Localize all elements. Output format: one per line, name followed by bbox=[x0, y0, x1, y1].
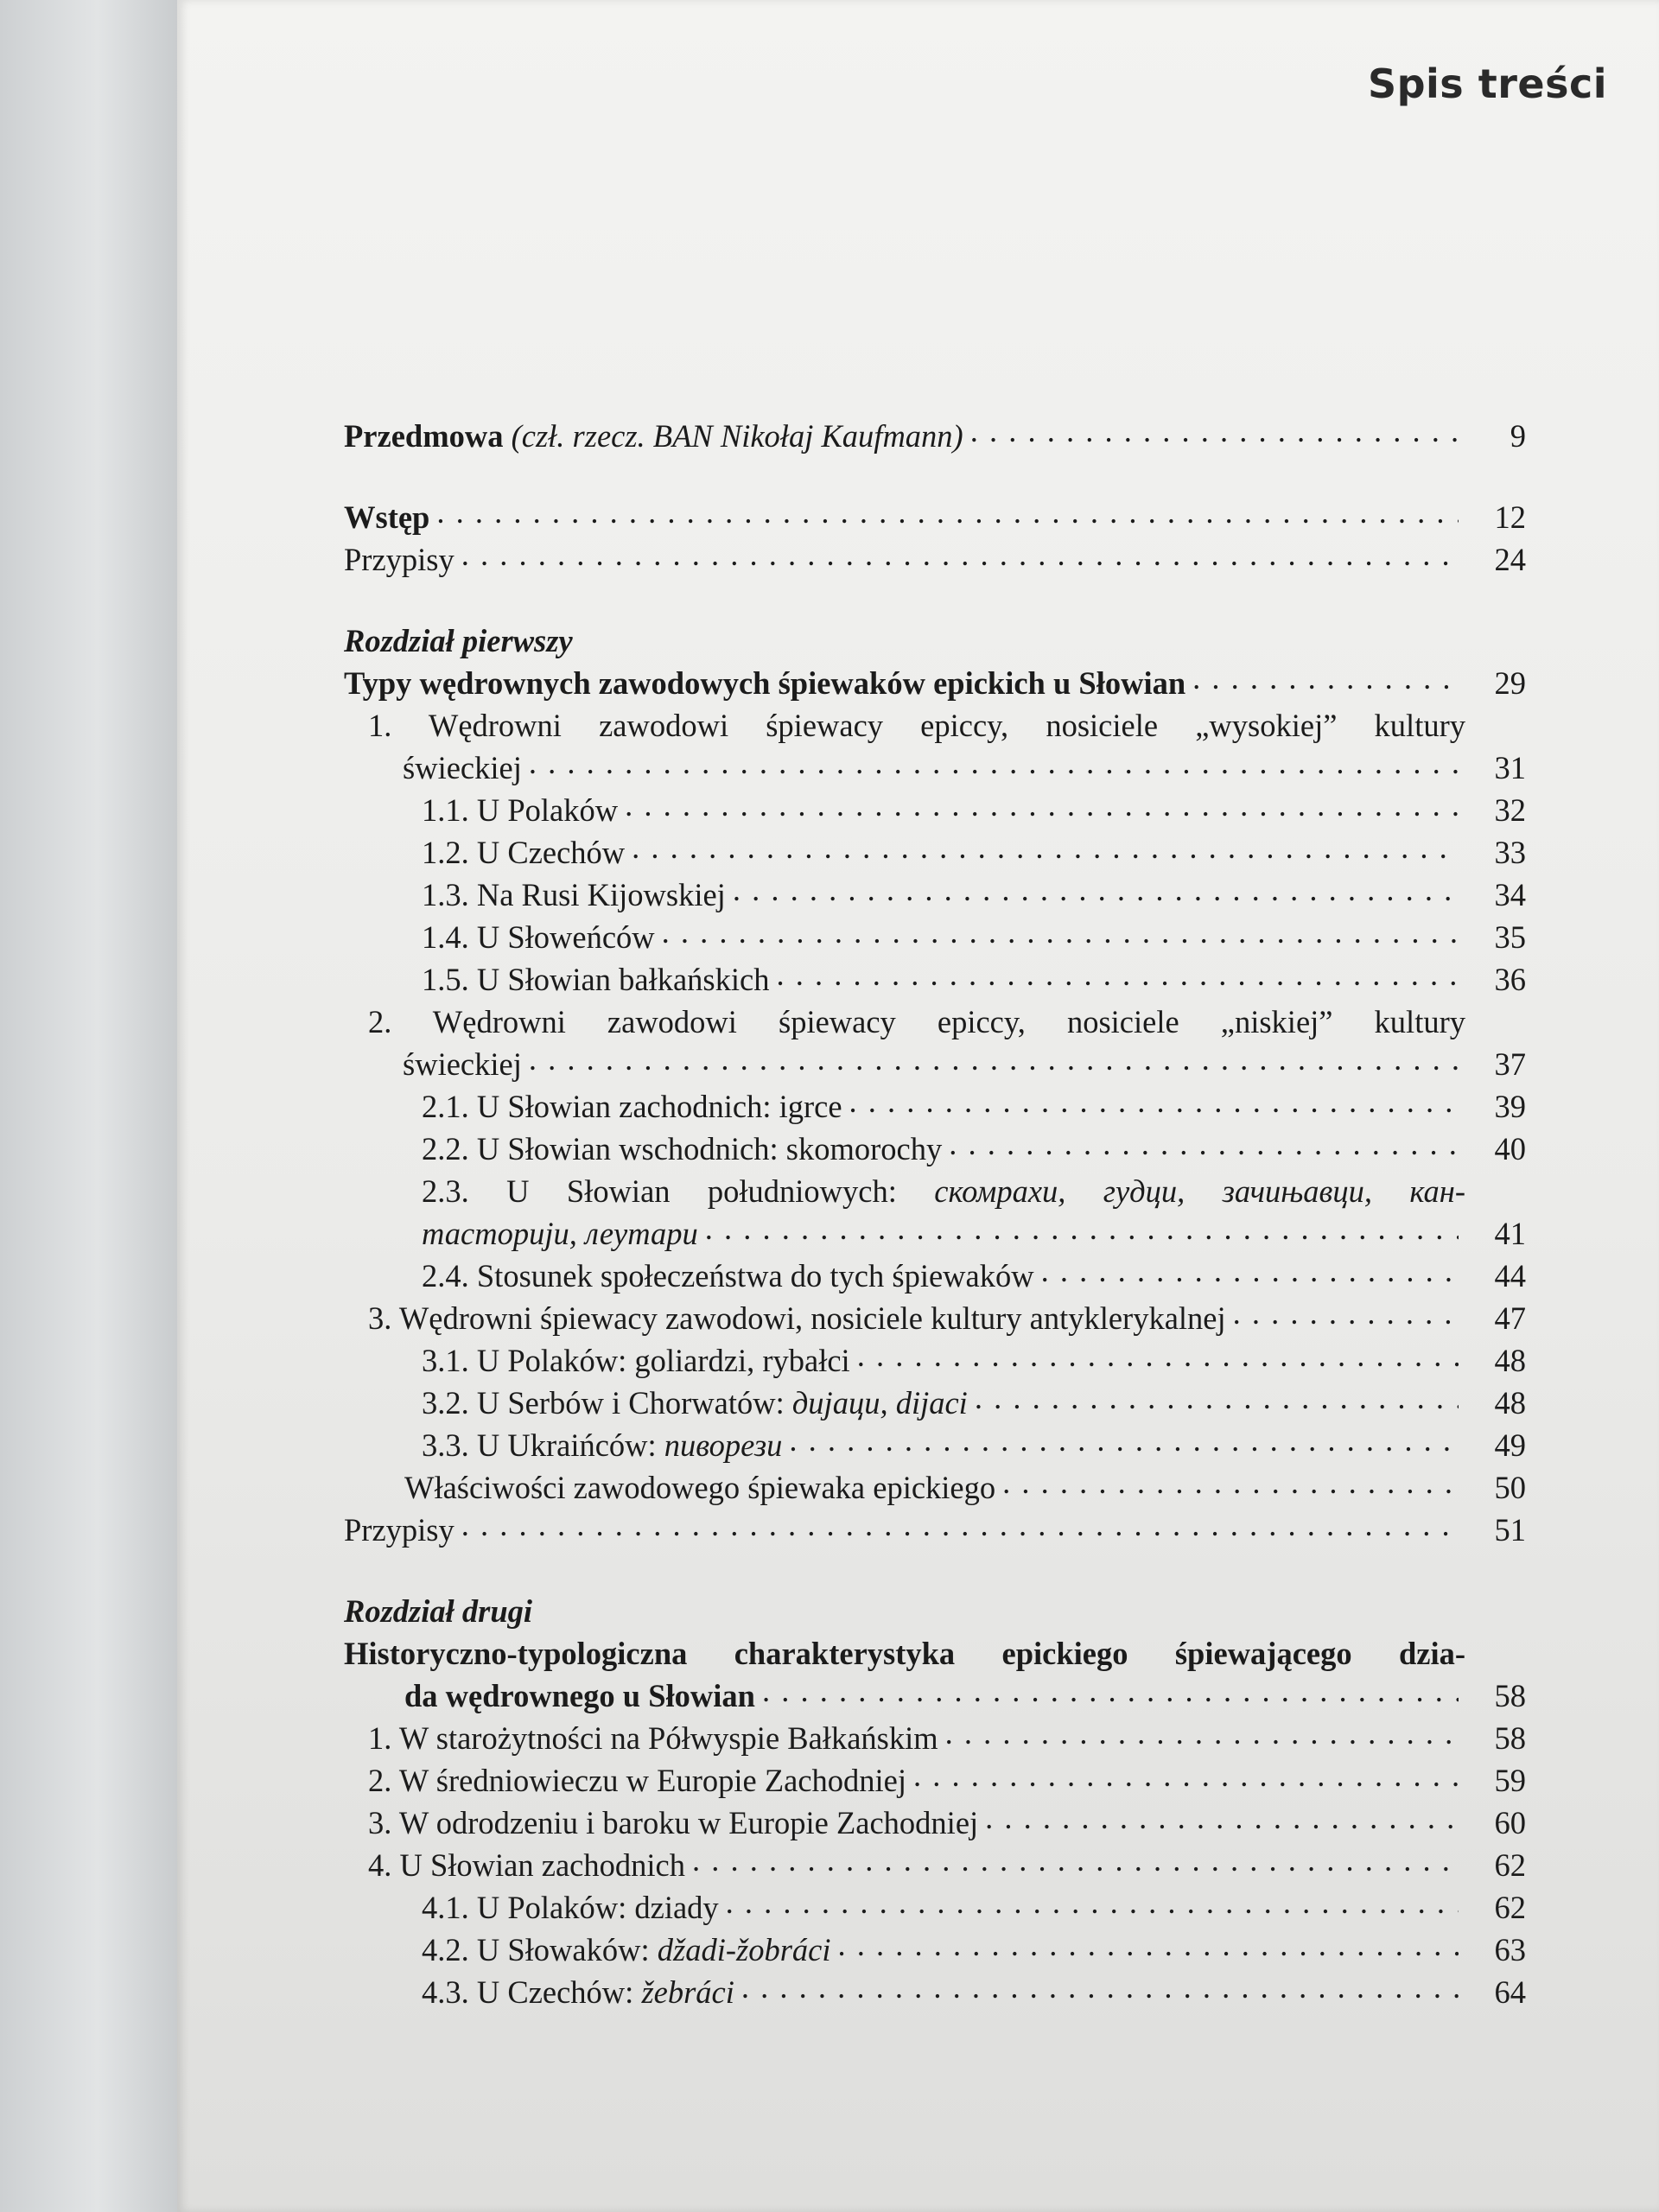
page-number: 41 bbox=[1494, 1216, 1526, 1251]
page-number: 62 bbox=[1494, 1847, 1526, 1883]
page-number: 63 bbox=[1494, 1932, 1526, 1967]
chapter-title-cont bbox=[344, 1675, 1526, 1717]
toc-entry-przypisy: Przypisy . . . 51 bbox=[344, 1509, 1526, 1551]
page-number: 9 bbox=[1510, 418, 1526, 454]
toc-entry-label: Przypisy bbox=[344, 542, 454, 577]
toc-entry: 3.3. U Ukraińców: пиворези . . . 49 bbox=[344, 1424, 1526, 1466]
dot-leader bbox=[461, 1503, 1459, 1546]
page-number: 37 bbox=[1494, 1046, 1526, 1082]
page-number: 64 bbox=[1494, 1974, 1526, 2010]
chapter-heading: Rozdział drugi bbox=[344, 1593, 533, 1629]
dot-leader bbox=[436, 491, 1459, 533]
dot-leader bbox=[970, 410, 1459, 452]
page-number: 31 bbox=[1494, 750, 1526, 785]
toc-entry: 1.3. Na Rusi Kijowskiej . . . 34 bbox=[344, 874, 1526, 916]
toc-entry: 3. Wędrowni śpiewacy zawodowi, nosiciele kultury antyklerykalnej . . . 47 bbox=[344, 1297, 1526, 1339]
dot-leader bbox=[1192, 657, 1459, 699]
page-number: 60 bbox=[1494, 1805, 1526, 1840]
page-number: 50 bbox=[1494, 1470, 1526, 1505]
toc-entry: 4.2. U Słowaków: džadi-žobráci . . . 63 bbox=[344, 1929, 1526, 1971]
toc-entry-label: świeckiej bbox=[403, 1046, 522, 1082]
dot-leader bbox=[849, 1080, 1459, 1122]
toc-entry: 1.2. U Czechów . . . 33 bbox=[344, 831, 1526, 874]
chapter-heading: Rozdział pierwszy bbox=[344, 623, 573, 658]
toc-entry: 2.2. U Słowian wschodnich: skomorochy . . . 40 bbox=[344, 1128, 1526, 1170]
page-number: 62 bbox=[1494, 1890, 1526, 1925]
toc-entry-label: świeckiej bbox=[403, 750, 522, 785]
dot-leader bbox=[837, 1923, 1459, 1966]
page-number: 33 bbox=[1494, 835, 1526, 870]
chapter-title: Historyczno-typologiczna charakterystyka epickiego śpiewającego dzia- bbox=[344, 1636, 1465, 1671]
dot-leader bbox=[1233, 1292, 1459, 1334]
dot-leader bbox=[733, 868, 1459, 911]
table-of-contents bbox=[344, 415, 1526, 2013]
toc-entry: 1.1. U Polaków . . . 32 bbox=[344, 789, 1526, 831]
dot-leader bbox=[625, 784, 1459, 826]
toc-entry-przypisy bbox=[344, 538, 1526, 581]
page-number: 58 bbox=[1494, 1720, 1526, 1756]
page-title: Spis treści bbox=[1367, 60, 1607, 107]
page-number: 59 bbox=[1494, 1763, 1526, 1798]
page-number: 51 bbox=[1494, 1512, 1526, 1548]
page-number: 29 bbox=[1494, 665, 1526, 701]
page-number: 39 bbox=[1494, 1089, 1526, 1124]
dot-leader bbox=[461, 533, 1459, 575]
dot-leader bbox=[945, 1712, 1459, 1754]
toc-entry-label: Typy wędrownych zawodowych śpiewaków epickich u Słowian bbox=[344, 665, 1186, 701]
book-spine bbox=[0, 0, 177, 2212]
dot-leader bbox=[1002, 1461, 1459, 1503]
dot-leader bbox=[949, 1122, 1459, 1165]
toc-entry bbox=[344, 1043, 1526, 1085]
toc-entry: 3. W odrodzeniu i baroku w Europie Zachodniej . . . 60 bbox=[344, 1802, 1526, 1844]
toc-entry-label: тасторији, леутари bbox=[422, 1216, 698, 1251]
page-number: 47 bbox=[1494, 1300, 1526, 1336]
toc-entry-line: 2. Wędrowni zawodowi śpiewacy epiccy, nosiciele „niskiej” kultury bbox=[368, 1004, 1465, 1039]
page-number: 44 bbox=[1494, 1258, 1526, 1294]
dot-leader bbox=[857, 1334, 1459, 1376]
page-number: 48 bbox=[1494, 1385, 1526, 1421]
dot-leader bbox=[529, 1038, 1459, 1080]
toc-entry: 1.5. U Słowian bałkańskich . . . 36 bbox=[344, 958, 1526, 1001]
dot-leader bbox=[762, 1669, 1459, 1712]
dot-leader bbox=[529, 741, 1459, 784]
toc-entry-line: 2.3. U Słowian południowych: скомрахи, гудци, зачињавци, кан- bbox=[422, 1173, 1466, 1209]
toc-entry-label: da wędrownego u Słowian bbox=[404, 1678, 755, 1713]
toc-entry: 3.1. U Polaków: goliardzi, rybałci . . . 48 bbox=[344, 1339, 1526, 1382]
dot-leader bbox=[705, 1207, 1459, 1249]
page-number: 24 bbox=[1494, 542, 1526, 577]
page-number: 12 bbox=[1494, 499, 1526, 535]
dot-leader bbox=[741, 1966, 1459, 2008]
dot-leader bbox=[662, 911, 1459, 953]
toc-entry-label: Przedmowa (czł. rzecz. BAN Nikołaj Kaufmann) bbox=[344, 418, 963, 454]
dot-leader bbox=[975, 1376, 1459, 1419]
toc-entry: 1.4. U Słoweńców . . . 35 bbox=[344, 916, 1526, 958]
toc-entry bbox=[344, 747, 1526, 789]
toc-entry: 2.4. Stosunek społeczeństwa do tych śpiewaków . . . 44 bbox=[344, 1255, 1526, 1297]
toc-entry: 3.2. U Serbów i Chorwatów: дијаци, dijaci . . . 48 bbox=[344, 1382, 1526, 1424]
toc-entry: 1. W starożytności na Półwyspie Bałkańskim . . . 58 bbox=[344, 1717, 1526, 1759]
page-number: 48 bbox=[1494, 1343, 1526, 1378]
toc-entry bbox=[344, 1212, 1526, 1255]
toc-entry: 2. W średniowieczu w Europie Zachodniej . . . 59 bbox=[344, 1759, 1526, 1802]
toc-entry: 4. U Słowian zachodnich . . . 62 bbox=[344, 1844, 1526, 1886]
dot-leader bbox=[726, 1881, 1459, 1923]
page-number: 36 bbox=[1494, 962, 1526, 997]
page-number: 49 bbox=[1494, 1427, 1526, 1463]
toc-entry: 4.3. U Czechów: žebráci . . . 64 bbox=[344, 1971, 1526, 2013]
toc-entry-line: 1. Wędrowni zawodowi śpiewacy epiccy, nosiciele „wysokiej” kultury bbox=[368, 708, 1465, 743]
chapter-title bbox=[344, 662, 1526, 704]
toc-entry-przedmowa bbox=[344, 415, 1526, 457]
page-number: 34 bbox=[1494, 877, 1526, 912]
page-number: 35 bbox=[1494, 919, 1526, 955]
toc-entry-label: Wstęp bbox=[344, 499, 430, 535]
dot-leader bbox=[913, 1754, 1459, 1796]
dot-leader bbox=[632, 826, 1459, 868]
page-number: 58 bbox=[1494, 1678, 1526, 1713]
dot-leader bbox=[1041, 1249, 1459, 1292]
toc-entry: 4.1. U Polaków: dziady . . . 62 bbox=[344, 1886, 1526, 1929]
toc-entry-wstep bbox=[344, 496, 1526, 538]
toc-entry: 2.1. U Słowian zachodnich: igrce . . . 39 bbox=[344, 1085, 1526, 1128]
dot-leader bbox=[776, 953, 1459, 995]
page-number: 32 bbox=[1494, 792, 1526, 828]
dot-leader bbox=[789, 1419, 1459, 1461]
dot-leader bbox=[985, 1796, 1459, 1839]
toc-entry: Właściwości zawodowego śpiewaka epickiego . . . 50 bbox=[344, 1466, 1526, 1509]
page-number: 40 bbox=[1494, 1131, 1526, 1166]
dot-leader bbox=[692, 1839, 1459, 1881]
